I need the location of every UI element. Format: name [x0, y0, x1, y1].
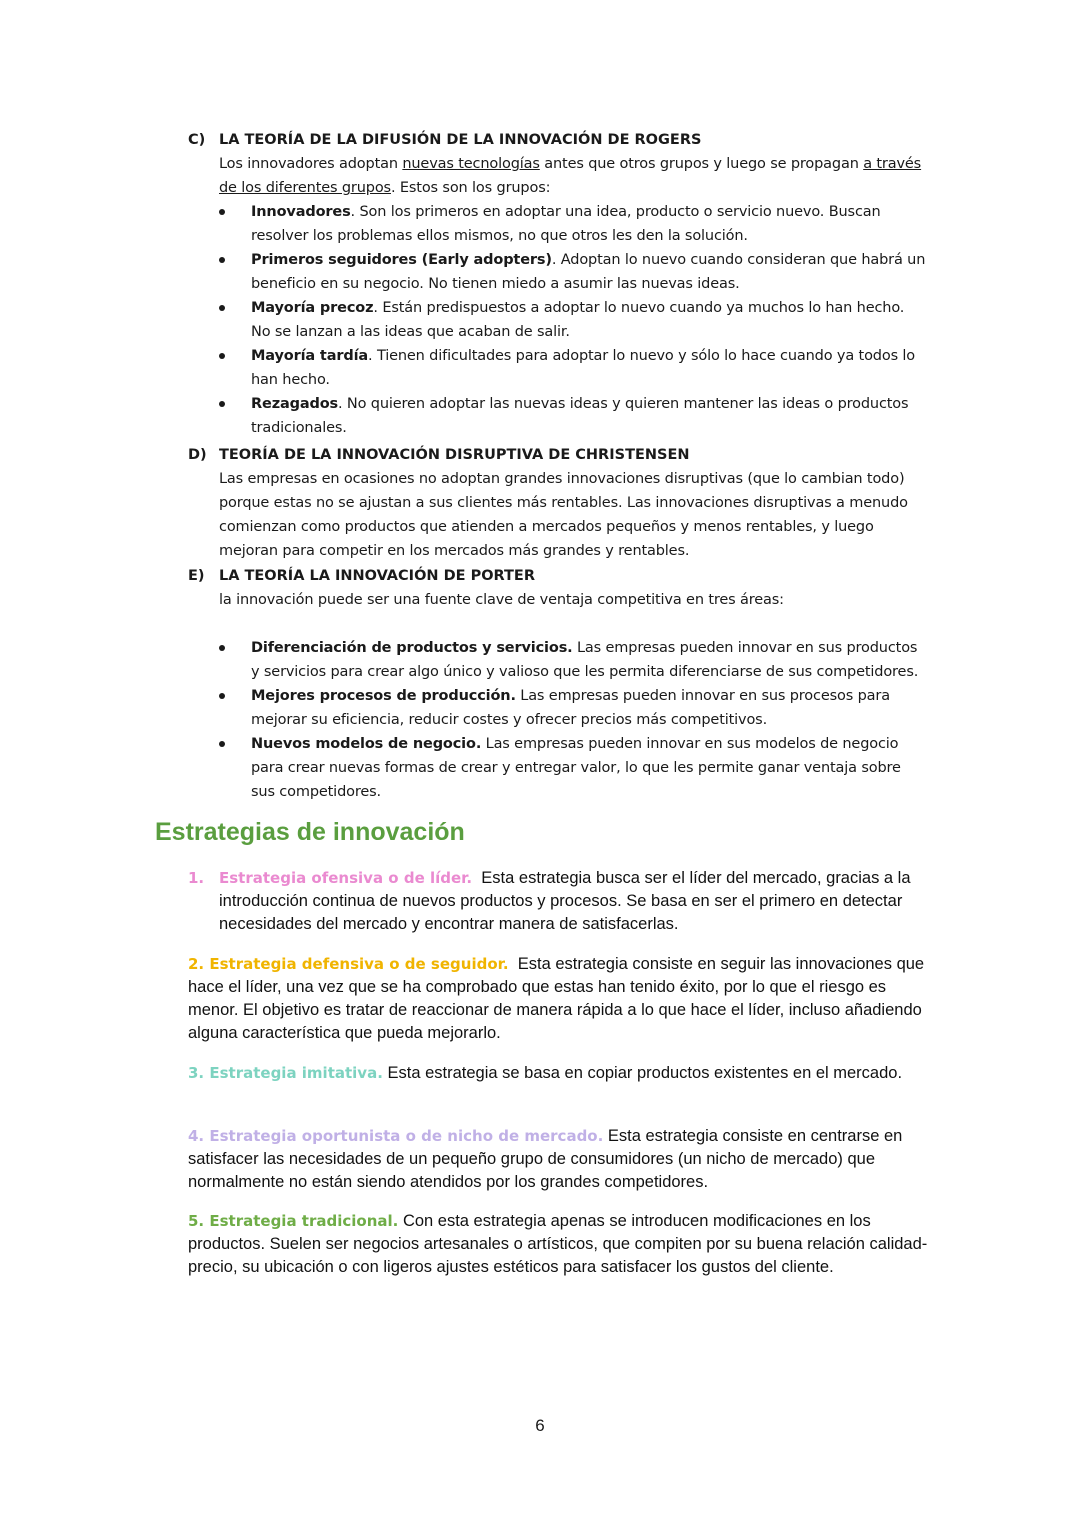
- item-term: Diferenciación de productos y servicios.: [251, 640, 573, 656]
- strategy-3: [188, 1062, 928, 1085]
- item-term: Mejores procesos de producción.: [251, 688, 516, 704]
- list-item: [188, 296, 928, 344]
- strategy-number: 1.: [188, 869, 205, 887]
- bullet-icon: [219, 645, 225, 651]
- bullet-icon: [219, 693, 225, 699]
- intro-underlined: nuevas tecnologías: [402, 156, 540, 172]
- section-rogers: [188, 128, 928, 440]
- item-text: Las empresas pueden innovar en sus productos y servicios para crear algo único y valioso que les permita diferenciarse de sus competidores.: [251, 640, 919, 680]
- section-christensen: [188, 443, 928, 563]
- intro-text: Los innovadores adoptan: [219, 156, 403, 172]
- section-letter: D): [188, 447, 207, 463]
- bullet-icon: [219, 741, 225, 747]
- item-text: . Están predispuestos a adoptar lo nuevo cuando ya muchos lo han hecho. No se lanzan a las ideas que acaban de salir.: [251, 300, 905, 340]
- list-item: [188, 732, 928, 804]
- item-term: Innovadores: [251, 204, 351, 220]
- strategy-4: [188, 1125, 928, 1194]
- list-item: [188, 392, 928, 440]
- strategy-text: Esta estrategia se basa en copiar productos existentes en el mercado.: [387, 1064, 903, 1082]
- item-text: Las empresas pueden innovar en sus procesos para mejorar su eficiencia, reducir costes y ofrecer precios más competitivos.: [251, 688, 890, 728]
- bullet-icon: [219, 209, 225, 215]
- strategy-text: Esta estrategia busca ser el líder del mercado, gracias a la introducción continua de nuevos productos y procesos. Se basa en ser el primero en detectar necesidades del mercado y encontrar manera de satisfacerlas.: [219, 869, 911, 933]
- section-body: la innovación puede ser una fuente clave de ventaja competitiva en tres áreas:: [219, 592, 784, 608]
- strategy-content: [219, 867, 928, 936]
- bullet-list: [188, 636, 928, 804]
- strategy-label: 3. Estrategia imitativa.: [188, 1064, 383, 1082]
- list-item: [188, 200, 928, 248]
- strategies-heading: Estrategias de innovación: [155, 818, 465, 846]
- section-porter: [188, 564, 928, 804]
- section-letter: C): [188, 132, 206, 148]
- intro-text: . Estos son los grupos:: [390, 180, 551, 196]
- strategy-2: [188, 953, 928, 1045]
- item-text: . No quieren adoptar las nuevas ideas y quieren mantener las ideas o productos tradicionales.: [251, 396, 909, 436]
- bullet-icon: [219, 353, 225, 359]
- strategy-1: [188, 867, 928, 936]
- item-text: . Son los primeros en adoptar una idea, producto o servicio nuevo. Buscan resolver los problemas ellos mismos, no que otros les den la solución.: [251, 204, 881, 244]
- section-title: LA TEORÍA LA INNOVACIÓN DE PORTER: [219, 568, 535, 584]
- bullet-icon: [219, 305, 225, 311]
- page-number: 6: [535, 1416, 545, 1435]
- list-item: [188, 636, 928, 684]
- intro-text: antes que otros grupos y luego se propagan: [539, 156, 864, 172]
- section-body: Las empresas en ocasiones no adoptan grandes innovaciones disruptivas (que lo cambian todo) porque estas no se ajustan a sus clientes más rentables. Las innovaciones disruptivas a menudo comienzan como productos que atienden a mercados pequeños y menos rentables, y luego mejoran para competir en los mercados más grandes y rentables.: [219, 471, 908, 559]
- intro-underlined: a través de los diferentes grupos: [219, 156, 922, 196]
- strategy-label: Estrategia ofensiva o de líder.: [219, 869, 473, 887]
- section-intro: [219, 152, 928, 200]
- item-text: . Adoptan lo nuevo cuando consideran que habrá un beneficio en su negocio. No tienen miedo a asumir las nuevas ideas.: [251, 252, 926, 292]
- section-title: LA TEORÍA DE LA DIFUSIÓN DE LA INNOVACIÓN DE ROGERS: [219, 132, 702, 148]
- item-term: Rezagados: [251, 396, 339, 412]
- list-item: [188, 684, 928, 732]
- strategy-label: 5. Estrategia tradicional.: [188, 1212, 399, 1230]
- section-heading: [188, 443, 928, 467]
- item-term: Mayoría tardía: [251, 348, 369, 364]
- section-heading: [188, 564, 928, 588]
- item-text: Las empresas pueden innovar en sus modelos de negocio para crear nuevas formas de crear y entregar valor, lo que les permite ganar ventaja sobre sus competidores.: [251, 736, 901, 800]
- item-term: Primeros seguidores (Early adopters): [251, 252, 552, 268]
- bullet-list: [188, 200, 928, 440]
- section-title: TEORÍA DE LA INNOVACIÓN DISRUPTIVA DE CHRISTENSEN: [219, 447, 690, 463]
- item-term: Mayoría precoz: [251, 300, 374, 316]
- section-letter: E): [188, 568, 205, 584]
- section-heading: [188, 128, 928, 152]
- item-text: . Tienen dificultades para adoptar lo nuevo y sólo lo hace cuando ya todos lo han hecho.: [251, 348, 916, 388]
- strategy-label: 2. Estrategia defensiva o de seguidor.: [188, 955, 509, 973]
- strategy-label: 4. Estrategia oportunista o de nicho de mercado.: [188, 1127, 604, 1145]
- strategy-text: Esta estrategia consiste en seguir las innovaciones que hace el líder, una vez que se ha comprobado que estas han tenido éxito, por lo que el riesgo es menor. El objetivo es tratar de reaccionar de manera rápida a lo que hace el líder, incluso añadiendo alguna característica que pueda mejorarlo.: [188, 955, 925, 1042]
- strategy-text: Esta estrategia consiste en centrarse en satisfacer las necesidades de un pequeño grupo de consumidores (un nicho de mercado) que normalmente no están siendo atendidos por los grandes competidores.: [188, 1127, 903, 1191]
- bullet-icon: [219, 257, 225, 263]
- list-item: [188, 248, 928, 296]
- list-item: [188, 344, 928, 392]
- item-term: Nuevos modelos de negocio.: [251, 736, 482, 752]
- bullet-icon: [219, 401, 225, 407]
- strategy-5: [188, 1210, 928, 1279]
- strategy-text: Con esta estrategia apenas se introducen modificaciones en los productos. Suelen ser negocios artesanales o artísticos, que compiten por su buena relación calidad-precio, su ubicación o con ligeros ajustes estéticos para satisfacer los gustos del cliente.: [188, 1212, 928, 1276]
